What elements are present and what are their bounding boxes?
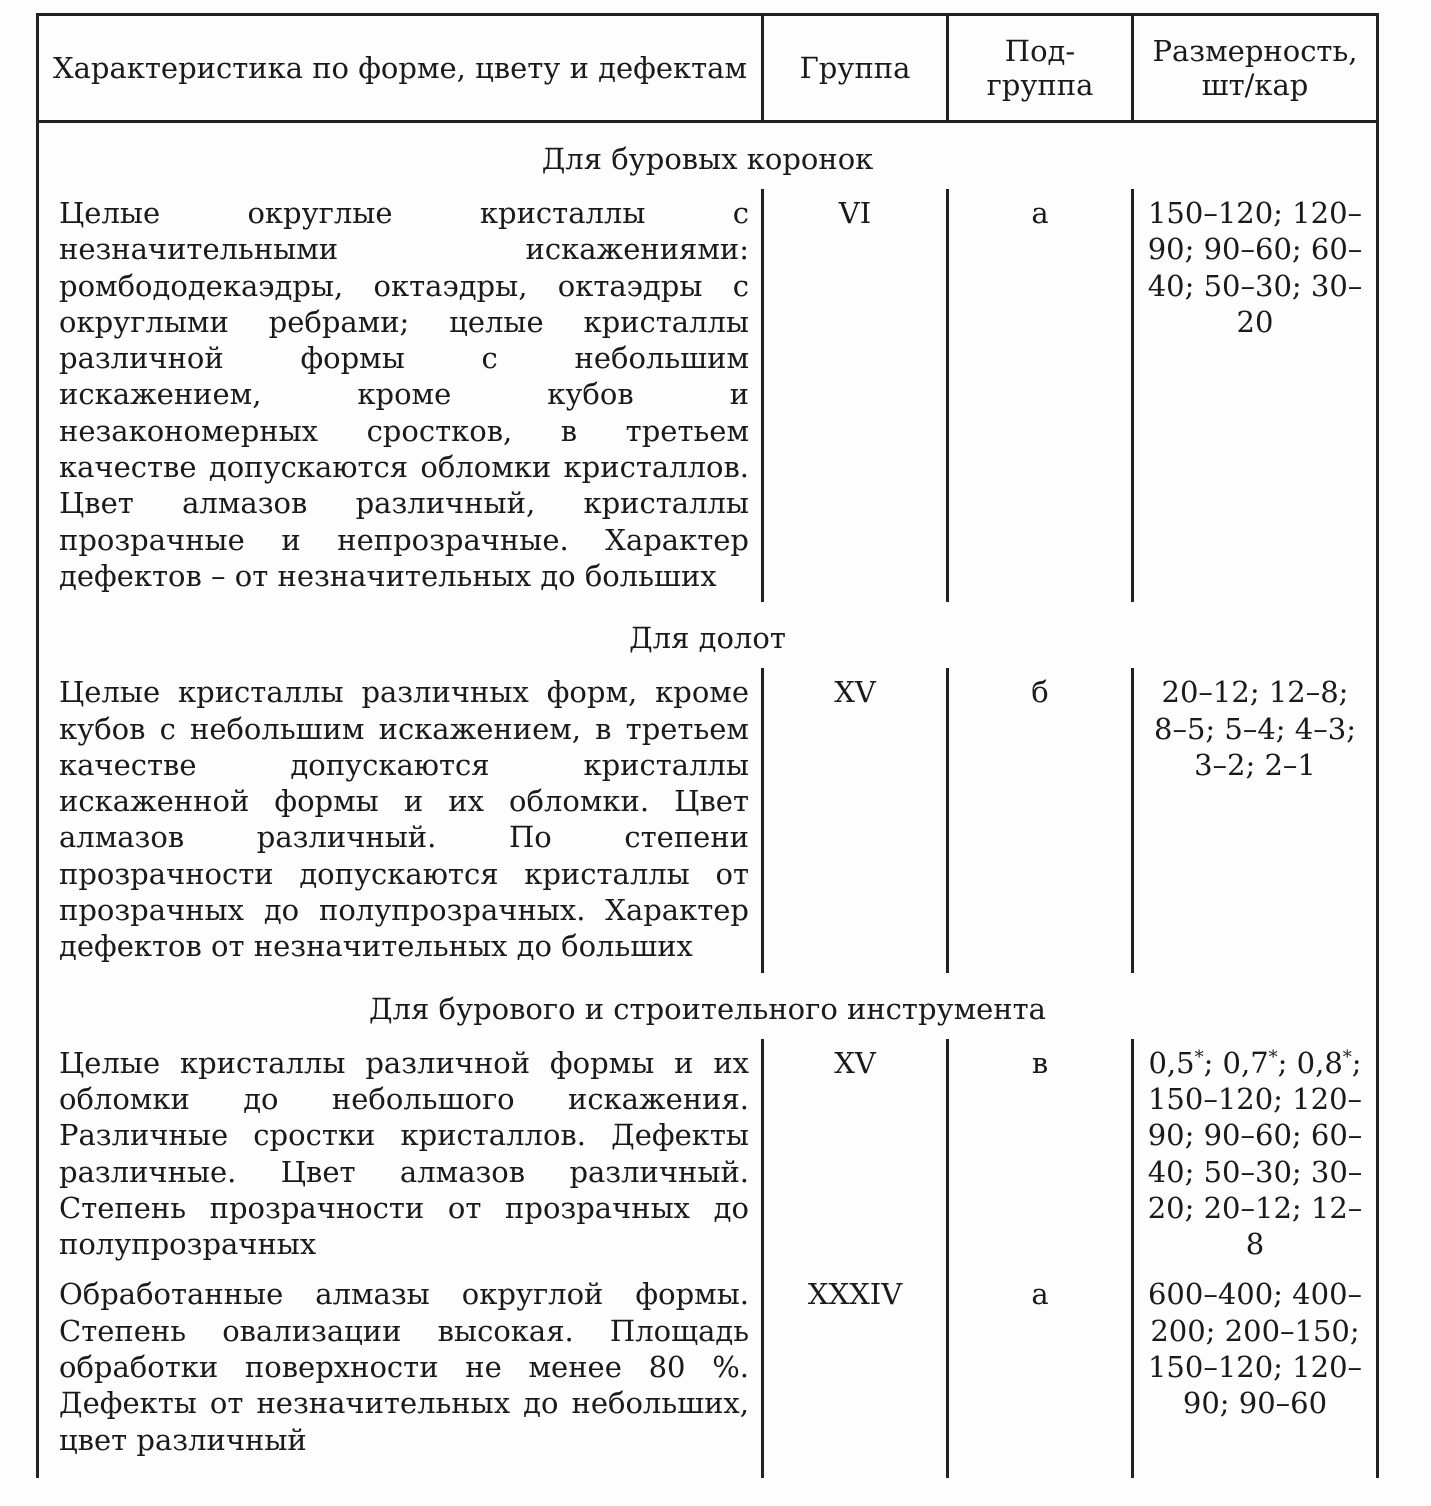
group-cell: XV xyxy=(763,1039,948,1271)
group-cell: XV xyxy=(763,668,948,972)
group-cell: VI xyxy=(763,189,948,602)
footnote-mark: * xyxy=(1268,1046,1278,1068)
table-row xyxy=(38,189,1378,602)
size-value: 0,5 xyxy=(1148,1045,1195,1080)
description-cell: Целые кристаллы различных форм, кроме кубов с небольшим искажением, в третьем качестве допускаются кристаллы искаженной формы и их обломки. Цвет алмазов различный. По степени прозрачности допускаются кристаллы от прозрачных до полупрозрачных. Характер дефектов от незначительных до больших xyxy=(38,668,763,972)
size-cell: 600–400; 400–200; 200–150; 150–120; 120–90; 90–60 xyxy=(1133,1270,1378,1477)
section-title: Для бурового и строительного инструмента xyxy=(38,973,1378,1039)
footnote-mark: * xyxy=(1342,1046,1352,1068)
size-cell: 20–12; 12–8; 8–5; 5–4; 4–3; 3–2; 2–1 xyxy=(1133,668,1378,972)
section-header xyxy=(38,122,1378,190)
description-cell: Целые округлые кристаллы с незначительными искажениями: ромбододекаэдры, октаэдры, октаэдры с округлыми ребрами; целые кристаллы различной формы с небольшим искажением, кроме кубов и незакономерных сростков, в третьем качестве допускаются обломки кристаллов. Цвет алмазов различный, кристаллы прозрачные и непрозрачные. Характер дефектов – от незначительных до больших xyxy=(38,189,763,602)
size-value: ; 0,8 xyxy=(1277,1045,1343,1080)
subgroup-cell: б xyxy=(948,668,1133,972)
header-group: Группа xyxy=(763,15,948,122)
section-header xyxy=(38,973,1378,1039)
section-title: Для долот xyxy=(38,602,1378,668)
size-value: ; 150–120; 120–90; 90–60; 60–40; 50–30; 30–20; 20–12; 12–8 xyxy=(1147,1045,1363,1262)
group-cell: XXXIV xyxy=(763,1270,948,1477)
description-cell: Целые кристаллы различной формы и их обломки до небольшого искажения. Различные сростки кристаллов. Дефекты различные. Цвет алмазов различный. Степень прозрачности от прозрачных до полупрозрачных xyxy=(38,1039,763,1271)
subgroup-cell: а xyxy=(948,1270,1133,1477)
header-row xyxy=(38,15,1378,122)
header-size: Размерность, шт/кар xyxy=(1133,15,1378,122)
subgroup-cell: а xyxy=(948,189,1133,602)
section-title: Для буровых коронок xyxy=(38,122,1378,190)
table-row xyxy=(38,1270,1378,1477)
table-row xyxy=(38,1039,1378,1271)
diamond-classification-table xyxy=(36,13,1379,1478)
subgroup-cell: в xyxy=(948,1039,1133,1271)
description-cell: Обработанные алмазы округлой формы. Степень овализации высокая. Площадь обработки поверхности не менее 80 %. Дефекты от незначительных до небольших, цвет различный xyxy=(38,1270,763,1477)
header-characteristic: Характеристика по форме, цвету и дефектам xyxy=(38,15,763,122)
table-row xyxy=(38,668,1378,972)
header-subgroup: Под- группа xyxy=(948,15,1133,122)
size-cell xyxy=(1133,1039,1378,1271)
size-value: ; 0,7 xyxy=(1203,1045,1269,1080)
size-cell: 150–120; 120–90; 90–60; 60–40; 50–30; 30–20 xyxy=(1133,189,1378,602)
section-header xyxy=(38,602,1378,668)
footnote-mark: * xyxy=(1194,1046,1204,1068)
